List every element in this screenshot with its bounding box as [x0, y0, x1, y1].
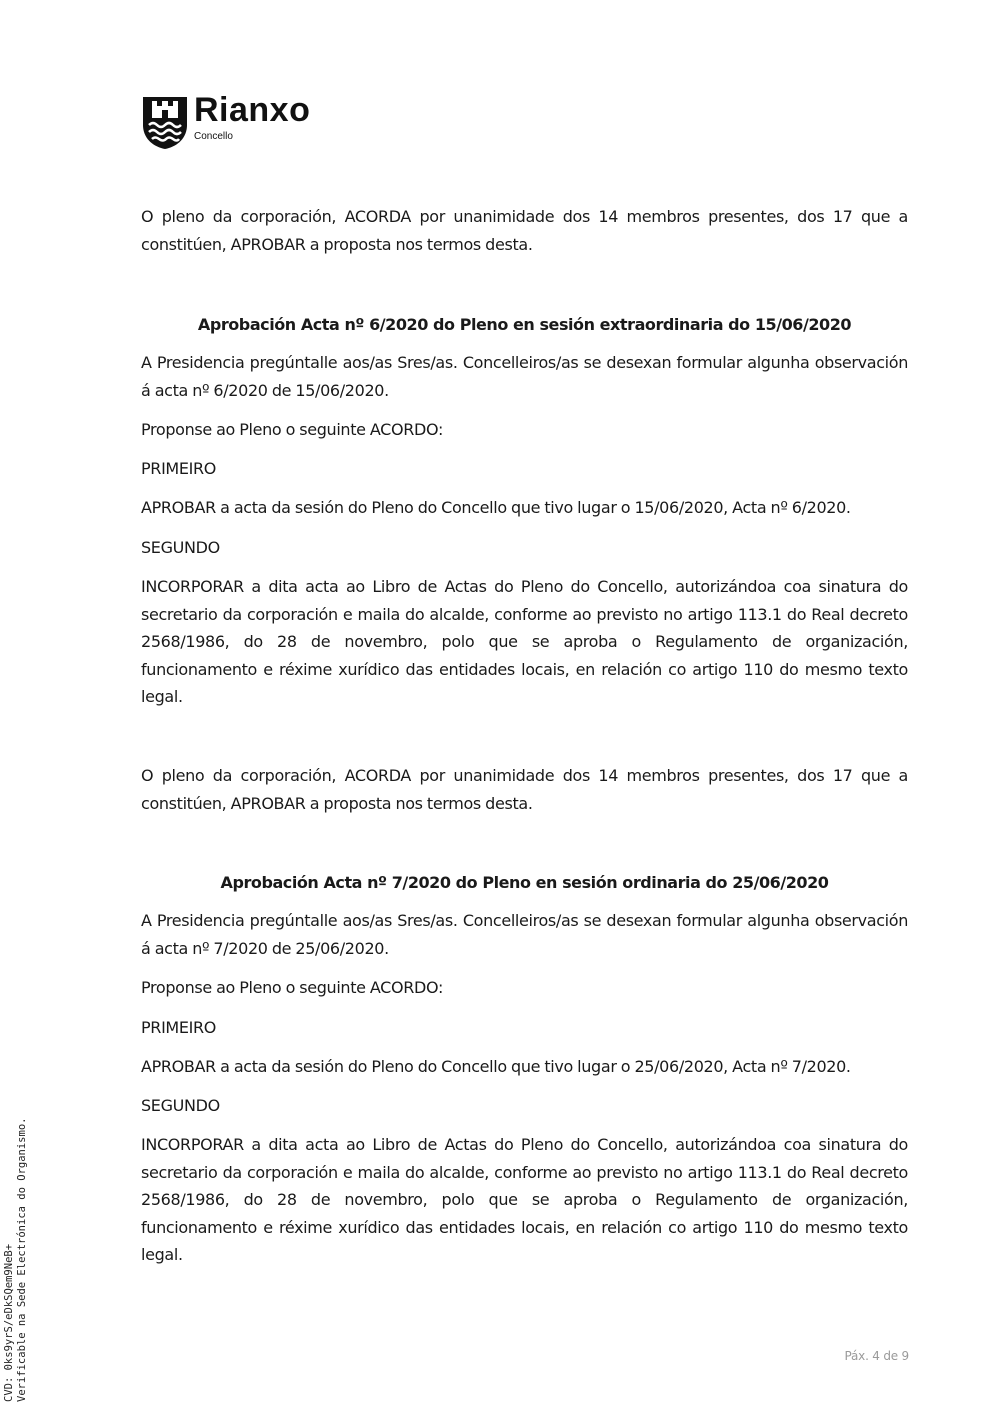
verification-note: Verificable na Sede Electrónica do Organismo. [16, 1117, 28, 1402]
proposal-line: Proponse ao Pleno o seguinte ACORDO: [141, 978, 443, 997]
logo-subtitle: Concello [194, 131, 233, 142]
proposal-line: Proponse ao Pleno o seguinte ACORDO: [141, 420, 443, 439]
agreement-paragraph: O pleno da corporación, ACORDA por unanimidade dos 14 membros presentes, dos 17 que a constitúen, APROBAR a proposta nos termos desta. [141, 766, 908, 813]
first-label: PRIMEIRO [141, 459, 217, 478]
approve-paragraph: APROBAR a acta da sesión do Pleno do Concello que tivo lugar o 25/06/2020, Acta nº 7/2020. [141, 1057, 851, 1076]
presidency-question-paragraph: A Presidencia pregúntalle aos/as Sres/as. Concelleiros/as se desexan formular algunha observación á acta nº 7/2020 de 25/06/2020. [141, 911, 908, 958]
logo-name: Rianxo [194, 91, 311, 129]
first-label: PRIMEIRO [141, 1018, 217, 1037]
verification-code-sidebar [3, 1118, 29, 1402]
castle-shield-icon [142, 95, 188, 149]
presidency-question-paragraph: A Presidencia pregúntalle aos/as Sres/as. Concelleiros/as se desexan formular algunha observación á acta nº 6/2020 de 15/06/2020. [141, 353, 908, 400]
agreement-paragraph: O pleno da corporación, ACORDA por unanimidade dos 14 membros presentes, dos 17 que a constitúen, APROBAR a proposta nos termos desta. [141, 207, 908, 254]
verification-code: CVD: 0ks9yrS/eDkSQem9NeB+ [3, 1243, 15, 1402]
section-heading-acta-7: Aprobación Acta nº 7/2020 do Pleno en sesión ordinaria do 25/06/2020 [220, 873, 829, 892]
approve-paragraph: APROBAR a acta da sesión do Pleno do Concello que tivo lugar o 15/06/2020, Acta nº 6/2020. [141, 498, 851, 517]
section-heading-acta-6: Aprobación Acta nº 6/2020 do Pleno en sesión extraordinaria do 15/06/2020 [197, 315, 852, 334]
rianxo-logo [142, 91, 342, 151]
incorporate-paragraph: INCORPORAR a dita acta ao Libro de Actas do Pleno do Concello, autorizándoa coa sinatura do secretario da corporación e maila do alcalde, conforme ao previsto no artigo 113.1 do Real decreto 2568/1986, do 28 de novembro, polo que se aproba o Regulamento de organización, funcionamento e réxime xurídico das entidades locais, en relación co artigo 110 do mesmo texto legal. [141, 577, 908, 706]
second-label: SEGUNDO [141, 1096, 220, 1115]
page-number: Páx. 4 de 9 [844, 1349, 909, 1363]
incorporate-paragraph: INCORPORAR a dita acta ao Libro de Actas do Pleno do Concello, autorizándoa coa sinatura do secretario da corporación e maila do alcalde, conforme ao previsto no artigo 113.1 do Real decreto 2568/1986, do 28 de novembro, polo que se aproba o Regulamento de organización, funcionamento e réxime xurídico das entidades locais, en relación co artigo 110 do mesmo texto legal. [141, 1135, 908, 1264]
second-label: SEGUNDO [141, 538, 220, 557]
